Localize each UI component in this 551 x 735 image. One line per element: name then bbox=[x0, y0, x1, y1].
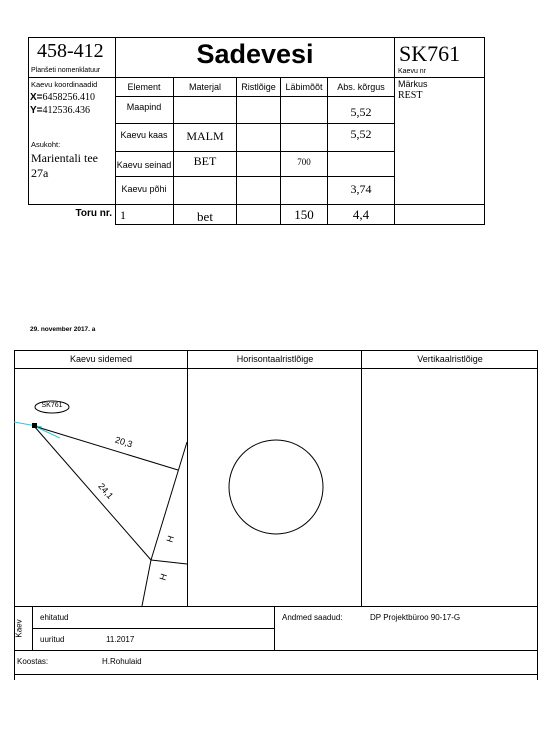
pipe-diameter: 150 bbox=[294, 207, 314, 222]
row-height: 5,52 bbox=[350, 105, 372, 119]
footer-source-label: Andmed saadud: bbox=[282, 613, 343, 622]
horizontal-section bbox=[14, 350, 538, 606]
pipe-height: 4,4 bbox=[352, 207, 370, 222]
col-header-section: Ristlõige bbox=[241, 82, 276, 92]
y-label: Y= bbox=[30, 105, 43, 116]
nomenclature-code: 458-412 bbox=[37, 40, 104, 62]
col-header-height: Abs. kõrgus bbox=[337, 82, 385, 92]
col-header-material: Materjal bbox=[188, 82, 221, 92]
row-element: Kaevu kaas bbox=[120, 130, 168, 140]
row-material: MALM bbox=[186, 129, 224, 143]
footer-surveyed-label: uuritud bbox=[40, 635, 65, 644]
row-element: Kaevu põhi bbox=[121, 184, 167, 194]
row-height: 3,74 bbox=[350, 182, 372, 196]
wall-label-1: H bbox=[164, 534, 177, 544]
well-number-label: Kaevu nr bbox=[398, 68, 427, 75]
well-tag-label: SK761 bbox=[41, 402, 63, 409]
footer-side-label: Kaev bbox=[14, 619, 24, 638]
row-material: BET bbox=[193, 154, 217, 168]
pipe-material: bet bbox=[197, 209, 213, 224]
wall-label-2: H bbox=[157, 572, 170, 582]
document-date: 29. november 2017. a bbox=[30, 326, 96, 333]
footer-built-label: ehitatud bbox=[40, 613, 69, 622]
x-value: 6458256.410 bbox=[42, 92, 96, 103]
panel-title-ties: Kaevu sidemed bbox=[69, 354, 133, 364]
location-label: Asukoht: bbox=[31, 140, 61, 149]
well-section-circle bbox=[229, 440, 323, 534]
x-coordinate bbox=[30, 92, 95, 103]
location-value-line2: 27a bbox=[31, 166, 49, 180]
y-coordinate bbox=[30, 105, 90, 116]
well-number: SK761 bbox=[399, 41, 461, 66]
row-element: Maapind bbox=[126, 102, 162, 112]
page-title: Sadevesi bbox=[196, 39, 314, 69]
footer-author-label: Koostas: bbox=[17, 657, 49, 666]
distance-label-1: 20,3 bbox=[113, 434, 134, 450]
footer-surveyed-value: 11.2017 bbox=[106, 635, 135, 644]
nomenclature-label: Planšeti nomenklatuur bbox=[31, 67, 101, 74]
y-value: 412536.436 bbox=[42, 105, 91, 116]
pipe-no: 1 bbox=[120, 208, 126, 222]
row-height: 5,52 bbox=[350, 127, 372, 141]
row-element: Kaevu seinad bbox=[116, 160, 172, 170]
coords-label: Kaevu koordinaadid bbox=[31, 80, 98, 89]
well-card bbox=[28, 37, 485, 225]
footer-source-value: DP Projektbüroo 90-17-G bbox=[370, 613, 461, 622]
col-header-element: Element bbox=[127, 82, 161, 92]
x-label: X= bbox=[30, 92, 43, 103]
location-value-line1: Marientali tee bbox=[31, 151, 98, 165]
panel-title-vertical: Vertikaalristlõige bbox=[417, 354, 483, 364]
panel-title-horizontal: Horisontaalristlõige bbox=[236, 354, 314, 364]
col-header-remark: Märkus bbox=[398, 79, 428, 89]
distance-label-2: 24,1 bbox=[96, 481, 116, 501]
col-header-diameter: Läbimõõt bbox=[285, 82, 323, 92]
row-diameter: 700 bbox=[297, 157, 311, 167]
pipe-label: Toru nr. bbox=[75, 208, 112, 219]
sketch-frame bbox=[14, 350, 538, 680]
remark-value: REST bbox=[398, 90, 423, 101]
footer-author-value: H.Rohulaid bbox=[102, 657, 142, 666]
